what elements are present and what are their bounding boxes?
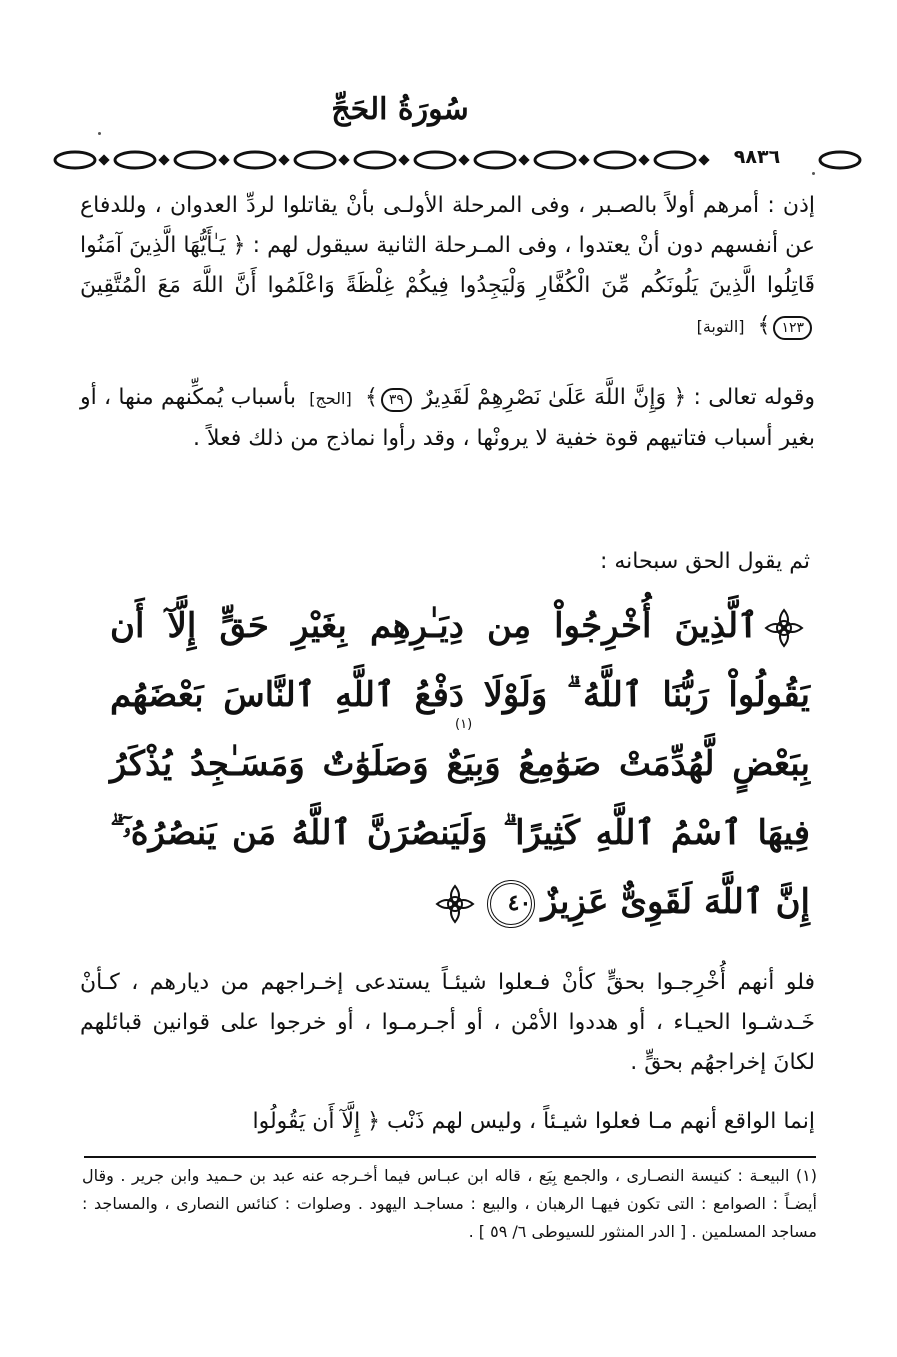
paragraph-1-text: إذن : أمرهم أولاً بالصـبر ، وفى المرحلة الأولـى بأنْ يقاتلوا لردِّ العدوان ، وللدفاع عن أنفسهم دون أنْ يعتدوا ، وفى المـرحلة الثانية سيقول لهم : ﴿ يَـٰأَيُّهَا الَّذِينَ آمَنُوا قَاتِلُوا الَّذِينَ يَلُونَكُم مِّنَ الْكُفَّارِ وَلْيَجِدُوا فِيكُمْ غِلْظَةً وَاعْلَمُوا أَنَّ اللَّهَ مَعَ الْمُتَّقِينَ	[80, 193, 815, 298]
verse-close-bracket: ﴾	[364, 385, 378, 410]
footnote-text: (١) البيعـة : كنيسة النصـارى ، والجمع بِيَع ، قاله ابن عبـاس فيما أخـرجه عنه عبد بن حـميد وابن جرير . وقال أيضـاً : الصوامع : التى تكون فيهـا الرهبان ، والبيع : مساجـد اليهود . وصلوات : كنائس النصارى ، والمساجد : مساجد المسلمين . [ الدر المنثور للسيوطى ٦/ ٥٩ ] .	[82, 1166, 817, 1241]
paragraph-2-before: وقوله تعالى : ﴿ وَإِنَّ اللَّهَ عَلَىٰ نَصْرِهِمْ لَقَدِيرٌ	[422, 385, 815, 410]
footnote-divider	[84, 1156, 816, 1158]
footnote-marker: (١)	[455, 717, 473, 732]
surah-reference: [التوبة]	[696, 317, 745, 336]
floral-ornament-icon	[764, 608, 804, 648]
verse-close-bracket: ﴾	[757, 313, 771, 338]
surah-reference: [الحج]	[309, 389, 352, 408]
page-number: ٩٨٣٦	[733, 146, 781, 168]
paragraph-3: ثم يقول الحق سبحانه :	[599, 549, 810, 574]
paragraph-2	[80, 378, 815, 459]
quran-verse-text: ٱلَّذِينَ أُخْرِجُواْ مِن دِيَـٰرِهِم بِغَيْرِ حَقٍّ إِلَّآ أَن يَقُولُواْ رَبُّنَا ٱللَّهُ ۗ وَلَوْلَا دَفْعُ ٱللَّهِ ٱلنَّاسَ بَعْضَهُم بِبَعْضٍ لَّهُدِّمَتْ صَوَٰمِعُ وَبِيَعٌ وَصَلَوَٰتٌ وَمَسَـٰجِدُ يُذْكَرُ فِيهَا ٱسْمُ ٱللَّهِ كَثِيرًا ۗ وَلَيَنصُرَنَّ ٱللَّهُ مَن يَنصُرُهُۥٓ ۗ إِنَّ ٱللَّهَ لَقَوِىٌّ عَزِيزٌ	[110, 606, 810, 922]
scan-speck	[812, 172, 815, 175]
quran-verse-block	[110, 592, 810, 937]
ayah-number: ٣٩	[381, 388, 412, 412]
floral-ornament-icon	[435, 884, 475, 924]
ayah-number: ١٢٣	[773, 316, 812, 340]
paragraph-4: فلو أنهم أُخْرِجـوا بحقٍّ كأنْ فـعلوا شيئـاً يستدعى إخـراجهم من ديارهم ، كـأنْ خَـدشـوا الحيـاء ، أو هددوا الأمْن ، أو أجـرمـوا ، أو خرجوا على قوانين قبائلهم لكانَ إخراجهُم بحقٍّ .	[80, 970, 815, 1075]
paragraph-2-after: بأسباب يُمكِّنهم منها ، أو بغير أسباب فتاتيهم قوة خفية لا يرونْها ، وقد رأوا نماذج من ذلك فعلاً .	[80, 385, 815, 451]
scan-speck	[98, 132, 101, 135]
paragraph-5: إنما الواقع أنهم مـا فعلوا شيـئاً ، وليس لهم ذَنْب ﴿ إِلَّآ أَن يَقُولُوا	[252, 1109, 815, 1134]
paragraph-1	[80, 186, 815, 347]
verse-end-number: ٤٠	[487, 880, 535, 928]
surah-title: سُورَةُ الحَجِّ	[331, 92, 469, 127]
